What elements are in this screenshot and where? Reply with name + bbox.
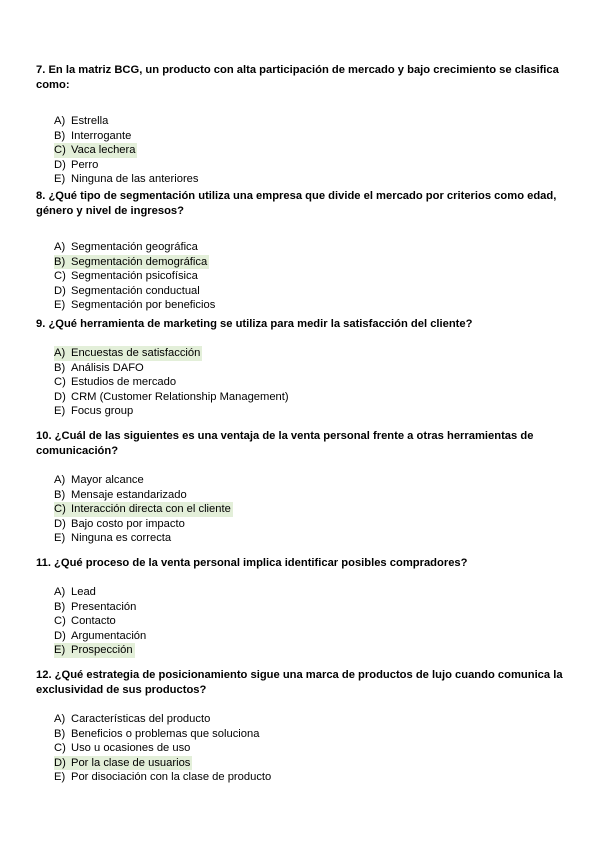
option-a: A) Estrella [54,115,109,127]
option-b: B) Beneficios o problemas que soluciona [54,727,260,740]
option-c: C) Uso u ocasiones de uso [54,742,191,755]
option-a: A) Lead [54,586,96,598]
question-7 [36,63,566,184]
options-list [54,582,566,655]
option-a: A) Segmentación geográfica [54,241,198,253]
option-c-correct: C) Vaca lechera [54,144,136,157]
question-8 [36,189,566,310]
option-c: C) Segmentación psicofísica [54,270,198,283]
question-text: 9. ¿Qué herramienta de marketing se utiliza para medir la satisfacción del cliente? [36,318,473,330]
option-d: D) CRM (Customer Relationship Management) [54,390,289,403]
question-10 [36,429,566,543]
option-e: E) Ninguna es correcta [54,532,172,545]
options-list [54,709,566,782]
option-a-correct: A) Encuestas de satisfacción [54,347,201,359]
option-c-correct: C) Interacción directa con el cliente [54,503,231,516]
options-list [54,343,566,416]
option-d: D) Bajo costo por impacto [54,517,185,530]
question-12 [36,668,566,782]
option-b-correct: B) Segmentación demográfica [54,255,208,268]
option-b: B) Mensaje estandarizado [54,488,187,501]
question-text: 12. ¿Qué estrategia de posicionamiento sigue una marca de productos de lujo cuando comunica la exclusividad de sus productos? [36,669,563,696]
option-d: D) Argumentación [54,629,147,642]
option-e-correct: E) Prospección [54,644,133,657]
option-e: E) Ninguna de las anteriores [54,173,199,186]
option-d: D) Perro [54,158,99,171]
option-e: E) Focus group [54,405,134,418]
question-text: 8. ¿Qué tipo de segmentación utiliza una empresa que divide el mercado por criterios como edad, género y nivel de ingresos? [36,190,557,217]
option-b: B) Presentación [54,600,137,613]
question-text: 11. ¿Qué proceso de la venta personal implica identificar posibles compradores? [36,557,468,569]
option-e: E) Por disociación con la clase de producto [54,771,272,784]
options-list [54,111,566,184]
question-text: 10. ¿Cuál de las siguientes es una ventaja de la venta personal frente a otras herramientas de comunicación? [36,430,534,457]
option-b: B) Análisis DAFO [54,361,144,374]
option-a: A) Mayor alcance [54,474,144,486]
option-d: D) Segmentación conductual [54,284,200,297]
option-b: B) Interrogante [54,129,132,142]
option-c: C) Contacto [54,615,116,628]
option-a: A) Características del producto [54,713,211,725]
options-list [54,470,566,543]
option-e: E) Segmentación por beneficios [54,299,216,312]
options-list [54,237,566,310]
option-c: C) Estudios de mercado [54,376,177,389]
question-11 [36,556,566,655]
question-text: 7. En la matriz BCG, un producto con alta participación de mercado y bajo crecimiento se clasifica como: [36,64,559,91]
option-d-correct: D) Por la clase de usuarios [54,756,191,769]
question-9 [36,317,566,416]
